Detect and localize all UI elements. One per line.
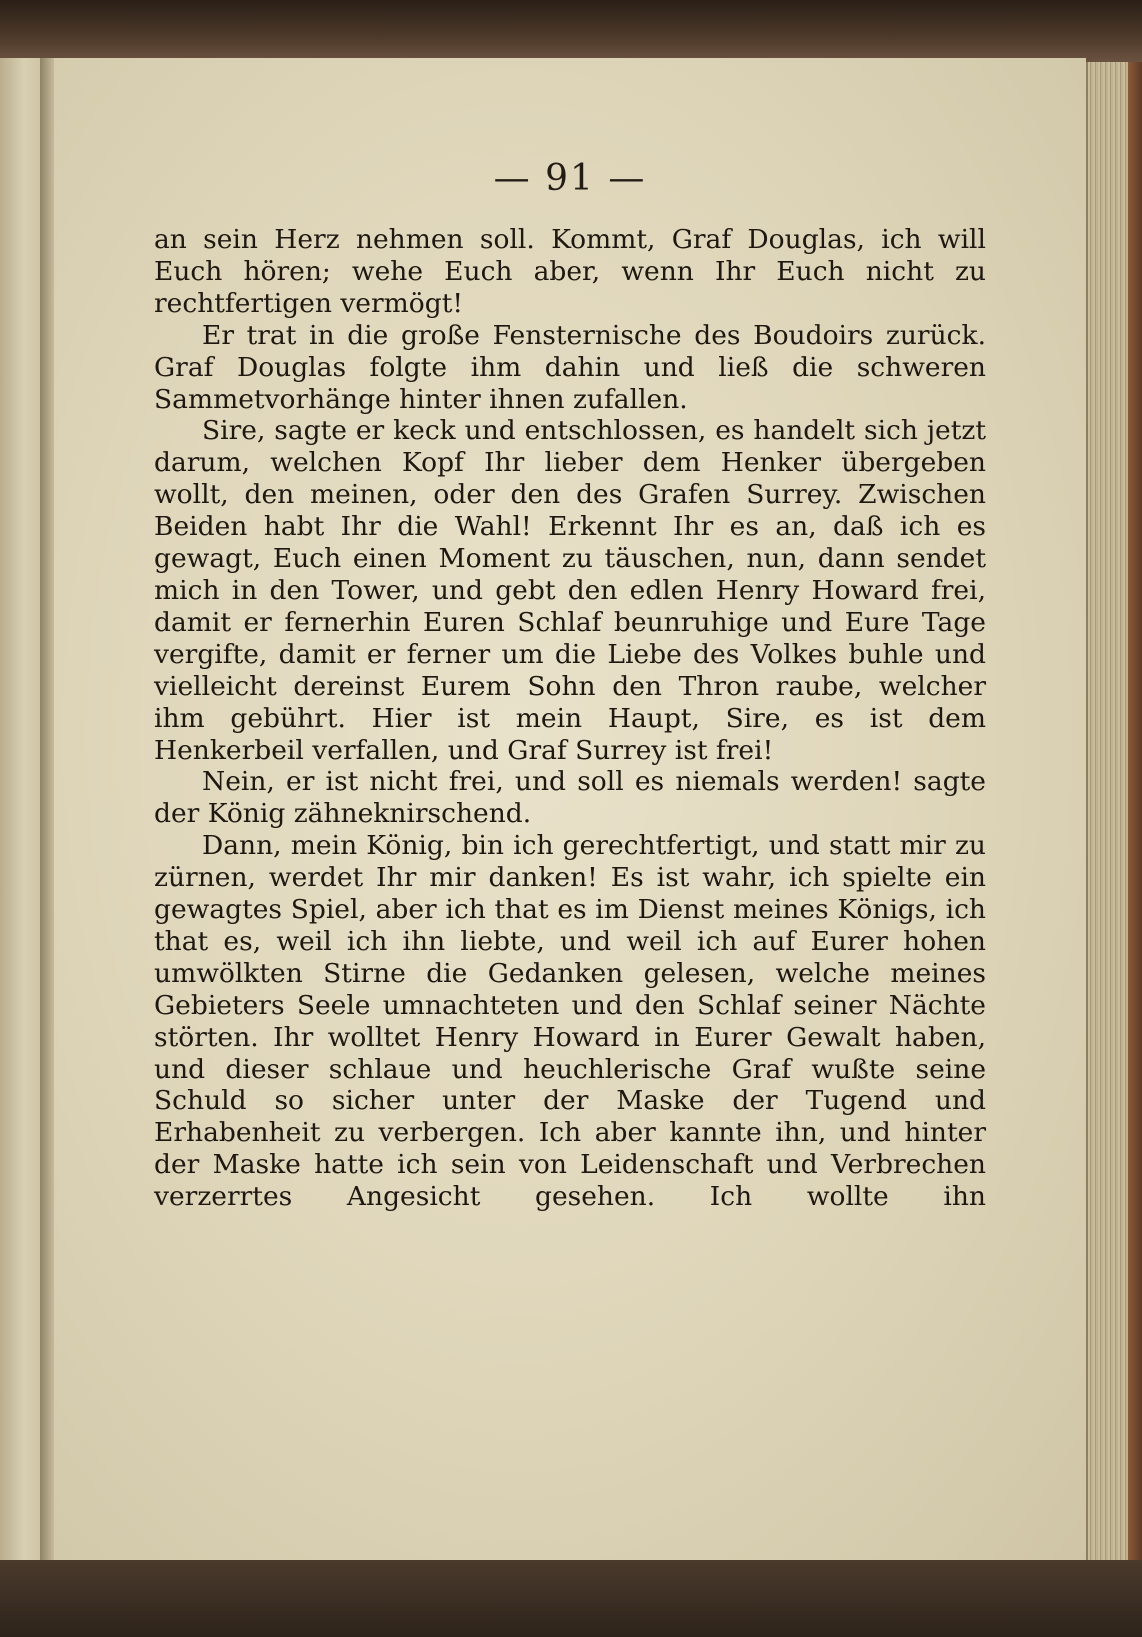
page-number: — 91 —: [493, 158, 647, 199]
book-bottom-edge: [0, 1560, 1142, 1637]
page-text: [154, 224, 986, 1213]
facing-page-edge: [0, 58, 42, 1563]
paragraph-2: Er trat in die große Fensternische des Boudoirs zurück. Graf Douglas folgte ihm dahin und ließ die schweren Sammetvorhänge hinter ihnen zufallen.: [154, 319, 986, 415]
paragraph-3: Sire, sagte er keck und entschlossen, es handelt sich jetzt darum, welchen Kopf Ihr lieber dem Henker übergeben wollt, den meinen, oder den des Grafen Surrey. Zwischen Beiden habt Ihr die Wahl! Erkennt Ihr es an, daß ich es gewagt, Euch einen Moment zu täuschen, nun, dann sendet mich in den Tower, und gebt den edlen Henry Howard frei, damit er fernerhin Euren Schlaf beunruhige und Eure Tage vergifte, damit er ferner um die Liebe des Volkes buhle und vielleicht dereinst Eurem Sohn den Thron raube, welcher ihm gebührt. Hier ist mein Haupt, Sire, es ist dem Henkerbeil verfallen, und Graf Surrey ist frei!: [154, 415, 986, 766]
paragraph-1: an sein Herz nehmen soll. Kommt, Graf Douglas, ich will Euch hören; wehe Euch aber, wenn Ihr Euch nicht zu rechtfertigen vermögt!: [154, 224, 986, 319]
book-page: [54, 58, 1086, 1563]
book-top-edge: [0, 0, 1142, 62]
paragraph-5: Dann, mein König, bin ich gerechtfertigt, und statt mir zu zürnen, werdet Ihr mir danken! Es ist wahr, ich spielte ein gewagtes Spiel, aber ich that es im Dienst meines Königs, ich that es, weil ich ihn liebte, und weil ich auf Eurer hohen umwölkten Stirne die Gedanken gelesen, welche meines Gebieters Seele umnachteten und den Schlaf seiner Nächte störten. Ihr wolltet Henry Howard in Eurer Gewalt haben, und dieser schlaue und heuchlerische Graf wußte seine Schuld so sicher unter der Maske der Tugend und Erhabenheit zu verbergen. Ich aber kannte ihn, und hinter der Maske hatte ich sein von Leidenschaft und Verbrechen verzerrtes Angesicht gesehen. Ich wollte ihn: [154, 830, 986, 1213]
paragraph-4: Nein, er ist nicht frei, und soll es niemals werden! sagte der König zähneknirschend.: [154, 766, 986, 830]
book-gutter: [40, 58, 54, 1563]
book-cover-edge: [1128, 62, 1142, 1562]
